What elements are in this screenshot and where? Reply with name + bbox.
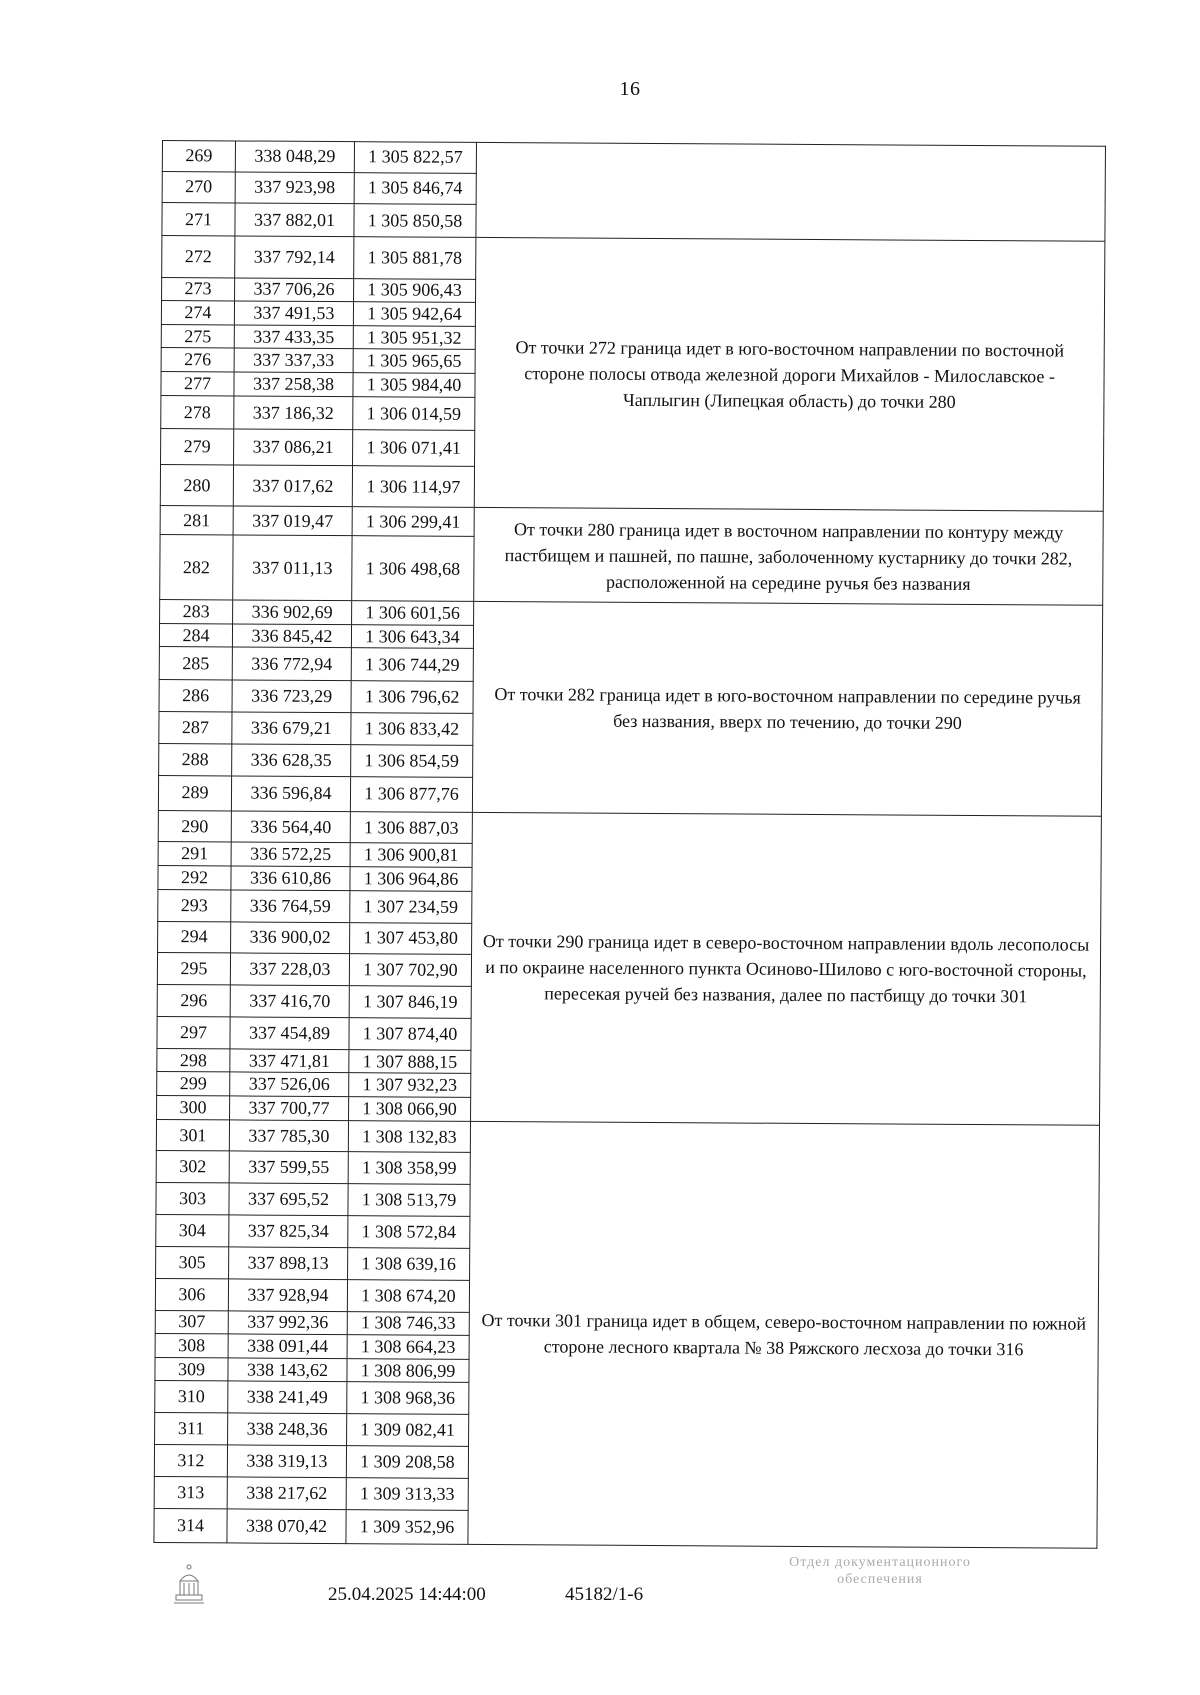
page-number: 16 [619, 78, 641, 100]
x-coordinate-cell: 336 596,84 [231, 776, 350, 812]
y-coordinate-cell: 1 305 942,64 [353, 302, 475, 326]
y-coordinate-cell: 1 306 014,59 [353, 396, 475, 431]
y-coordinate-cell: 1 305 984,40 [353, 373, 475, 397]
y-coordinate-cell: 1 306 071,41 [353, 430, 475, 467]
x-coordinate-cell: 337 785,30 [229, 1120, 348, 1153]
x-coordinate-cell: 336 610,86 [231, 866, 350, 890]
y-coordinate-cell: 1 308 639,16 [348, 1248, 470, 1281]
y-coordinate-cell: 1 306 964,86 [350, 867, 472, 891]
footer-doc-number: 45182/1-6 [565, 1584, 644, 1605]
x-coordinate-cell: 338 091,44 [228, 1334, 347, 1358]
x-coordinate-cell: 337 992,36 [228, 1311, 347, 1335]
x-coordinate-cell: 337 526,06 [230, 1072, 349, 1096]
point-number-cell: 309 [155, 1357, 228, 1381]
y-coordinate-cell: 1 308 066,90 [349, 1097, 471, 1121]
department-stamp [735, 1555, 1025, 1589]
point-number-cell: 304 [156, 1215, 229, 1247]
point-number-cell: 270 [162, 171, 235, 202]
y-coordinate-cell: 1 305 846,74 [354, 172, 476, 204]
y-coordinate-cell: 1 309 208,58 [346, 1446, 468, 1479]
x-coordinate-cell: 337 491,53 [234, 301, 353, 325]
x-coordinate-cell: 337 882,01 [235, 203, 354, 238]
point-number-cell: 312 [154, 1445, 227, 1477]
y-coordinate-cell: 1 305 881,78 [354, 237, 476, 279]
y-coordinate-cell: 1 308 664,23 [347, 1335, 469, 1359]
x-coordinate-cell: 337 599,55 [229, 1151, 348, 1184]
x-coordinate-cell: 337 792,14 [235, 236, 354, 278]
x-coordinate-cell: 336 764,59 [231, 890, 350, 923]
y-coordinate-cell: 1 307 874,40 [349, 1018, 471, 1051]
x-coordinate-cell: 337 700,77 [230, 1096, 349, 1120]
x-coordinate-cell: 336 628,35 [232, 744, 351, 777]
x-coordinate-cell: 336 564,40 [231, 811, 350, 844]
point-number-cell: 303 [156, 1183, 229, 1215]
x-coordinate-cell: 336 723,29 [232, 680, 351, 713]
y-coordinate-cell: 1 308 132,83 [348, 1120, 470, 1153]
point-number-cell: 283 [160, 600, 233, 624]
x-coordinate-cell: 337 695,52 [229, 1183, 348, 1216]
y-coordinate-cell: 1 308 572,84 [348, 1216, 470, 1249]
point-number-cell: 297 [157, 1016, 230, 1048]
y-coordinate-cell: 1 306 900,81 [350, 843, 472, 867]
point-number-cell: 289 [158, 775, 231, 810]
x-coordinate-cell: 336 772,94 [232, 647, 351, 681]
x-coordinate-cell: 337 928,94 [228, 1279, 347, 1312]
x-coordinate-cell: 338 241,49 [228, 1381, 347, 1414]
point-number-cell: 277 [161, 371, 234, 395]
x-coordinate-cell: 337 923,98 [235, 172, 354, 204]
point-number-cell: 280 [160, 465, 233, 507]
y-coordinate-cell: 1 308 513,79 [348, 1184, 470, 1217]
x-coordinate-cell: 336 572,25 [231, 842, 350, 866]
y-coordinate-cell: 1 306 854,59 [351, 745, 473, 778]
y-coordinate-cell: 1 306 833,42 [351, 713, 473, 746]
boundary-description-cell: От точки 301 граница идет в общем, северо-восточном направлении по южной стороне лесного квартала № 38 Ряжского лесхоза до точки 316 [468, 1121, 1100, 1548]
x-coordinate-cell: 338 143,62 [228, 1358, 347, 1382]
point-number-cell: 291 [158, 842, 231, 866]
x-coordinate-cell: 337 416,70 [230, 985, 349, 1018]
point-number-cell: 287 [159, 712, 232, 744]
point-number-cell: 269 [162, 141, 235, 172]
table-row [162, 236, 1105, 283]
y-coordinate-cell: 1 306 114,97 [352, 466, 474, 508]
y-coordinate-cell: 1 307 846,19 [349, 986, 471, 1019]
point-number-cell: 275 [161, 324, 234, 348]
y-coordinate-cell: 1 308 746,33 [347, 1311, 469, 1335]
x-coordinate-cell: 337 825,34 [229, 1215, 348, 1248]
boundary-description-cell: От точки 290 граница идет в северо-восточном направлении вдоль лесополосы и по окраине населенного пункта Осиново-Шилово с юго-восточной стороны, пересекая ручей без названия, далее по пастбищу до точки 301 [471, 812, 1102, 1125]
point-number-cell: 286 [159, 680, 232, 712]
x-coordinate-cell: 338 248,36 [228, 1413, 347, 1446]
point-number-cell: 313 [154, 1476, 227, 1508]
y-coordinate-cell: 1 306 887,03 [350, 811, 472, 844]
point-number-cell: 285 [159, 647, 232, 680]
point-number-cell: 293 [158, 889, 231, 921]
y-coordinate-cell: 1 306 498,68 [352, 535, 474, 601]
x-coordinate-cell: 338 070,42 [227, 1509, 346, 1544]
x-coordinate-cell: 337 186,32 [234, 396, 353, 431]
point-number-cell: 301 [156, 1119, 229, 1151]
point-number-cell: 281 [160, 506, 233, 535]
x-coordinate-cell: 337 454,89 [230, 1017, 349, 1050]
point-number-cell: 298 [157, 1048, 230, 1072]
x-coordinate-cell: 337 471,81 [230, 1049, 349, 1073]
y-coordinate-cell: 1 305 850,58 [354, 203, 476, 238]
x-coordinate-cell: 336 900,02 [231, 921, 350, 954]
point-number-cell: 290 [158, 810, 231, 842]
x-coordinate-cell: 337 086,21 [234, 429, 353, 466]
point-number-cell: 284 [159, 623, 232, 647]
x-coordinate-cell: 337 337,33 [234, 348, 353, 372]
point-number-cell: 272 [162, 236, 235, 278]
point-number-cell: 307 [155, 1310, 228, 1334]
point-number-cell: 278 [161, 395, 234, 429]
point-number-cell: 282 [160, 534, 233, 600]
point-number-cell: 273 [162, 277, 235, 301]
boundary-description-cell: От точки 272 граница идет в юго-восточном направлении по восточной стороне полосы отвода железной дороги Михайлов - Милославское - Чаплыгин (Липецкая область) до точки 280 [474, 238, 1105, 512]
point-number-cell: 271 [162, 202, 235, 236]
footer-datetime: 25.04.2025 14:44:00 [328, 1584, 486, 1605]
x-coordinate-cell: 337 017,62 [233, 465, 352, 507]
y-coordinate-cell: 1 307 702,90 [349, 954, 471, 987]
y-coordinate-cell: 1 308 806,99 [347, 1358, 469, 1382]
y-coordinate-cell: 1 306 796,62 [351, 681, 473, 714]
emblem-icon [172, 1563, 206, 1607]
boundary-coordinates-table [153, 140, 1106, 1549]
point-number-cell: 279 [161, 429, 234, 465]
point-number-cell: 305 [156, 1246, 229, 1278]
stamp-line-1: Отдел документационного [789, 1555, 971, 1570]
y-coordinate-cell: 1 306 601,56 [352, 601, 474, 625]
y-coordinate-cell: 1 307 234,59 [350, 890, 472, 923]
y-coordinate-cell: 1 308 358,99 [348, 1152, 470, 1185]
x-coordinate-cell: 338 319,13 [227, 1445, 346, 1478]
y-coordinate-cell: 1 309 313,33 [346, 1478, 468, 1511]
point-number-cell: 276 [161, 348, 234, 372]
point-number-cell: 295 [157, 953, 230, 985]
y-coordinate-cell: 1 306 877,76 [350, 776, 472, 812]
point-number-cell: 306 [155, 1278, 228, 1310]
y-coordinate-cell: 1 309 352,96 [346, 1509, 468, 1544]
boundary-description-cell [476, 142, 1106, 241]
y-coordinate-cell: 1 309 082,41 [347, 1414, 469, 1447]
point-number-cell: 308 [155, 1334, 228, 1358]
y-coordinate-cell: 1 307 453,80 [350, 922, 472, 955]
x-coordinate-cell: 337 228,03 [230, 953, 349, 986]
point-number-cell: 292 [158, 866, 231, 890]
x-coordinate-cell: 338 217,62 [227, 1477, 346, 1510]
y-coordinate-cell: 1 306 299,41 [352, 507, 474, 536]
point-number-cell: 294 [158, 921, 231, 953]
y-coordinate-cell: 1 308 968,36 [347, 1382, 469, 1415]
y-coordinate-cell: 1 305 906,43 [354, 278, 476, 302]
x-coordinate-cell: 337 258,38 [234, 372, 353, 396]
point-number-cell: 311 [155, 1413, 228, 1445]
boundary-description-cell: От точки 282 граница идет в юго-восточном направлении по середине ручья без названия, вверх по течению, до точки 290 [472, 602, 1102, 816]
x-coordinate-cell: 338 048,29 [235, 141, 354, 173]
point-number-cell: 274 [161, 301, 234, 325]
y-coordinate-cell: 1 306 744,29 [351, 648, 473, 682]
point-number-cell: 314 [154, 1508, 227, 1543]
point-number-cell: 288 [159, 743, 232, 775]
x-coordinate-cell: 336 845,42 [232, 624, 351, 648]
point-number-cell: 296 [157, 985, 230, 1017]
y-coordinate-cell: 1 305 951,32 [353, 325, 475, 349]
y-coordinate-cell: 1 307 932,23 [349, 1073, 471, 1097]
y-coordinate-cell: 1 305 822,57 [354, 142, 476, 174]
point-number-cell: 310 [155, 1381, 228, 1413]
point-number-cell: 299 [157, 1072, 230, 1096]
y-coordinate-cell: 1 306 643,34 [351, 624, 473, 648]
x-coordinate-cell: 337 011,13 [233, 535, 352, 601]
point-number-cell: 300 [157, 1096, 230, 1120]
x-coordinate-cell: 336 679,21 [232, 712, 351, 745]
x-coordinate-cell: 337 433,35 [234, 325, 353, 349]
x-coordinate-cell: 337 019,47 [233, 506, 352, 535]
y-coordinate-cell: 1 307 888,15 [349, 1049, 471, 1073]
y-coordinate-cell: 1 308 674,20 [347, 1279, 469, 1312]
boundary-description-cell: От точки 280 граница идет в восточном направлении по контуру между пастбищем и пашней, по пашне, заболоченному кустарнику до точки 282, расположенной на середине ручья без названия [474, 508, 1104, 606]
y-coordinate-cell: 1 305 965,65 [353, 349, 475, 373]
stamp-line-2: обеспечения [837, 1571, 923, 1587]
x-coordinate-cell: 337 706,26 [235, 277, 354, 301]
x-coordinate-cell: 337 898,13 [229, 1247, 348, 1280]
point-number-cell: 302 [156, 1151, 229, 1183]
x-coordinate-cell: 336 902,69 [233, 600, 352, 624]
